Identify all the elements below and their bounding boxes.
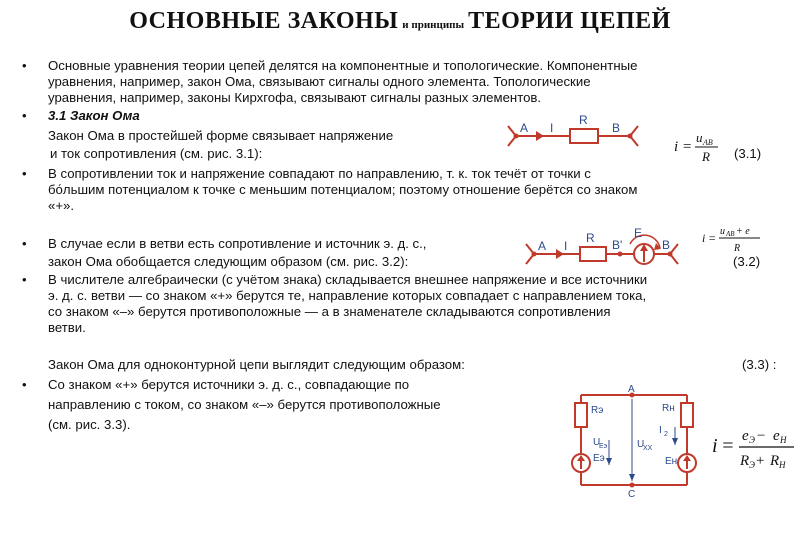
formula-num-b-sub: Н bbox=[780, 435, 787, 445]
text-line: бо́льшим потенциалом к точке с меньшим потенциалом; поэтому отношение берётся со знаком bbox=[48, 182, 638, 197]
title-part-1: ОСНОВНЫЕ ЗАКОНЫ bbox=[129, 8, 399, 34]
formula-lhs: i bbox=[712, 435, 718, 457]
node-b-dot bbox=[628, 134, 633, 139]
formula-den-a-sub: Э bbox=[749, 460, 755, 470]
figure-3-2-circuit bbox=[520, 222, 690, 278]
node-b-dot bbox=[668, 252, 673, 257]
bullet-4: • bbox=[22, 236, 27, 251]
formula-lhs: i bbox=[674, 139, 679, 155]
text-line: (см. рис. 3.3). bbox=[48, 417, 131, 432]
formula-den-a: R bbox=[740, 453, 750, 469]
text-line: В сопротивлении ток и напряжение совпадают по направлению, т. к. ток течёт от точки с bbox=[48, 166, 591, 181]
resistor-rn bbox=[681, 403, 693, 427]
label-i: I bbox=[550, 121, 554, 135]
formula-3-3 bbox=[712, 420, 800, 476]
formula-plus: + bbox=[755, 453, 766, 469]
text-line: «+». bbox=[48, 198, 75, 213]
text-line: э. д. с. ветви — со знаком «+» берутся те, направление которых совпадает с направлением тока, bbox=[48, 288, 647, 303]
equation-number-3-3: (3.3) : bbox=[742, 357, 777, 372]
label-ue: U bbox=[593, 437, 601, 448]
equation-number-3-1: (3.1) bbox=[734, 146, 762, 161]
text-line: В случае если в ветви есть сопротивление и источник э. д. с., bbox=[48, 236, 427, 251]
formula-num-a-sub: Э bbox=[749, 435, 755, 445]
label-i: I bbox=[564, 239, 568, 253]
formula-num-a: e bbox=[742, 428, 749, 444]
label-b: B bbox=[612, 121, 621, 135]
label-en: Eн bbox=[665, 456, 678, 467]
label-r: R bbox=[579, 113, 588, 127]
label-r: R bbox=[586, 231, 595, 245]
bullet-1: • bbox=[22, 58, 27, 73]
node-c-dot bbox=[630, 483, 635, 488]
label-c: C bbox=[628, 489, 636, 500]
node-a-dot bbox=[532, 252, 537, 257]
text-line: и ток сопротивления (см. рис. 3.1): bbox=[50, 146, 263, 161]
formula-eq: = bbox=[708, 231, 717, 245]
figure-3-1-circuit bbox=[500, 112, 650, 160]
equation-number-3-2: (3.2) bbox=[733, 254, 761, 269]
current-i2-arrow bbox=[672, 438, 678, 445]
current-arrow bbox=[556, 249, 564, 259]
formula-num-b: e bbox=[773, 428, 780, 444]
label-e: E bbox=[634, 226, 643, 240]
text-line: Закон Ома в простейшей форме связывает напряжение bbox=[48, 128, 394, 143]
label-re: Rэ bbox=[591, 405, 604, 416]
label-b-prime: B' bbox=[612, 238, 623, 252]
section-heading: 3.1 Закон Ома bbox=[48, 108, 140, 123]
formula-num: u bbox=[720, 226, 725, 237]
text-line: ветви. bbox=[48, 320, 86, 335]
formula-den-b-sub: Н bbox=[779, 460, 786, 470]
formula-3-1 bbox=[672, 128, 732, 168]
text-line: уравнения, например, закон Ома, связывают сигналы одного элемента. Топологические bbox=[48, 74, 591, 89]
text-line: Закон Ома для одноконтурной цепи выглядит следующим образом: bbox=[48, 357, 465, 372]
voltage-uxx-arrow bbox=[629, 474, 635, 481]
label-b: B bbox=[662, 238, 671, 252]
bullet-3: • bbox=[22, 166, 27, 181]
text-line: со знаком «–» берутся противоположные — а в знаменателе складываются сопротивления bbox=[48, 304, 611, 319]
bullet-5: • bbox=[22, 272, 27, 287]
formula-den: R bbox=[702, 149, 710, 164]
resistor-symbol bbox=[580, 247, 606, 261]
label-ee: Eэ bbox=[593, 453, 605, 464]
label-rn: Rн bbox=[662, 403, 675, 414]
label-a: A bbox=[628, 384, 635, 395]
title-part-3: ТЕОРИИ ЦЕПЕЙ bbox=[468, 8, 671, 34]
formula-num-sub: AB bbox=[726, 230, 735, 238]
current-arrow bbox=[536, 131, 544, 141]
formula-num-sub: AB bbox=[703, 138, 713, 147]
resistor-re bbox=[575, 403, 587, 427]
label-i2: I bbox=[659, 425, 662, 436]
formula-lhs: i bbox=[702, 231, 706, 245]
formula-num: u bbox=[696, 130, 703, 145]
formula-3-2 bbox=[700, 222, 770, 258]
label-a: A bbox=[520, 121, 529, 135]
formula-eq: = bbox=[721, 435, 735, 457]
figure-3-3-circuit bbox=[565, 385, 710, 500]
text-line: закон Ома обобщается следующим образом (см. рис. 3.2): bbox=[48, 254, 409, 269]
title-part-2: и принципы bbox=[402, 19, 465, 31]
resistor-symbol bbox=[570, 129, 598, 143]
formula-den: R bbox=[734, 243, 741, 254]
page-title bbox=[0, 8, 800, 35]
label-ue-sub: Eэ bbox=[599, 443, 608, 450]
text-line: направлению с током, со знаком «–» берутся противоположные bbox=[48, 397, 441, 412]
text-line: уравнения, например, законы Кирхгофа, связывают сигналы разных элементов. bbox=[48, 90, 542, 105]
bullet-2: • bbox=[22, 108, 27, 123]
label-uxx: U bbox=[637, 439, 645, 450]
node-a-dot bbox=[514, 134, 519, 139]
text-line: Основные уравнения теории цепей делятся на компонентные и топологические. Компонентные bbox=[48, 58, 638, 73]
formula-minus: − bbox=[756, 428, 767, 444]
node-bprime-dot bbox=[618, 252, 623, 257]
bullet-6: • bbox=[22, 377, 27, 392]
formula-den-b: R bbox=[770, 453, 780, 469]
formula-num-rest: + e bbox=[736, 226, 750, 237]
voltage-ue-arrow bbox=[606, 458, 612, 465]
label-uxx-sub: XX bbox=[643, 445, 653, 452]
label-a: A bbox=[538, 239, 547, 253]
formula-eq: = bbox=[682, 139, 693, 155]
text-line: В числителе алгебраически (с учётом знака) складывается внешнее напряжение и все источники bbox=[48, 272, 648, 287]
label-i2-sub: 2 bbox=[664, 431, 668, 438]
text-line: Со знаком «+» берутся источники э. д. с., совпадающие по bbox=[48, 377, 410, 392]
